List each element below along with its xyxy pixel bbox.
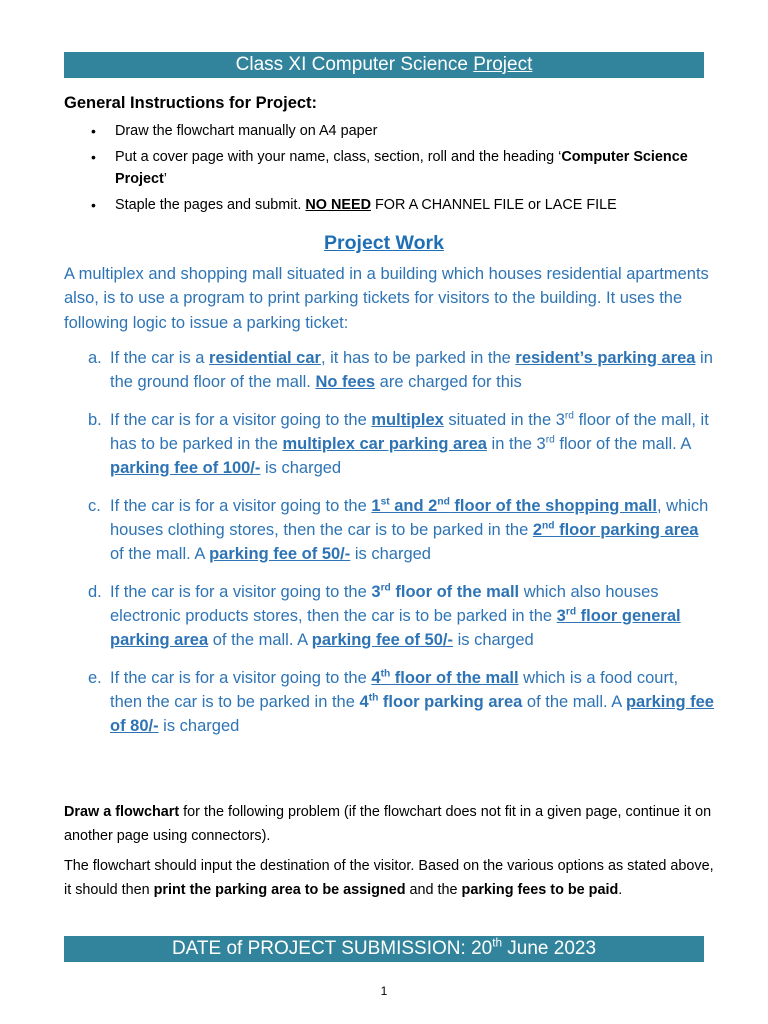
logic-item-d bbox=[64, 580, 714, 652]
item-bold-part: floor of the shopping mall bbox=[449, 497, 657, 515]
logic-item-c bbox=[64, 494, 714, 566]
item-text: If the car is for a visitor going to the bbox=[110, 669, 372, 687]
superscript: rd bbox=[380, 582, 391, 594]
item-bold-part: floor of the mall bbox=[390, 669, 519, 687]
item-bold: No fees bbox=[315, 373, 376, 391]
instruction-item bbox=[64, 194, 714, 216]
item-bold: parking fee of 80/- bbox=[110, 693, 714, 735]
instruction-bold: Draw a flowchart bbox=[64, 804, 180, 820]
project-work-heading: Project Work bbox=[324, 232, 444, 254]
item-bold bbox=[533, 521, 699, 539]
instructions-list bbox=[64, 120, 714, 220]
item-text: is charged bbox=[260, 459, 342, 477]
item-bold bbox=[360, 693, 523, 711]
instruction-text: Staple the pages and submit. bbox=[115, 197, 306, 213]
instruction-text: Draw the flowchart manually on A4 paper bbox=[115, 123, 378, 139]
item-bold-part: 2 bbox=[532, 521, 543, 539]
item-bold-part: 4 bbox=[359, 693, 369, 711]
title-banner bbox=[64, 52, 704, 78]
item-text: If the car is for a visitor going to the bbox=[110, 583, 372, 601]
item-bold-part: floor parking area bbox=[378, 693, 523, 711]
instruction-text: FOR A CHANNEL FILE or LACE FILE bbox=[370, 197, 617, 213]
item-text: is charged bbox=[350, 545, 431, 563]
item-text: which also houses electronic products stores, then the car is to be parked in the bbox=[110, 583, 659, 625]
instruction-text: and the bbox=[405, 882, 462, 898]
item-bold: resident’s parking area bbox=[515, 349, 696, 367]
item-letter: b. bbox=[88, 411, 102, 429]
item-text: floor of the mall. A bbox=[554, 435, 691, 453]
item-text: which is a food court, then the car is to be parked in the bbox=[110, 669, 679, 711]
page-number: 1 bbox=[380, 984, 388, 998]
instruction-text: ’ bbox=[163, 171, 167, 187]
title-text: Class XI Computer Science bbox=[235, 54, 474, 75]
instruction-item bbox=[64, 146, 714, 190]
item-text: in the 3 bbox=[486, 435, 546, 453]
superscript: st bbox=[380, 496, 390, 508]
instruction-bold: NO NEED bbox=[305, 197, 371, 213]
item-text: of the mall. A bbox=[110, 545, 210, 563]
instruction-bold: Computer Science Project bbox=[115, 149, 688, 187]
instruction-text: Put a cover page with your name, class, section, roll and the heading ‘ bbox=[115, 149, 562, 165]
item-letter: c. bbox=[88, 497, 101, 515]
superscript: nd bbox=[542, 520, 555, 532]
item-bold bbox=[371, 497, 657, 515]
flowchart-requirements bbox=[64, 854, 714, 902]
logic-item-b bbox=[64, 408, 714, 480]
item-text: of the mall. A bbox=[522, 693, 626, 711]
flowchart-instruction bbox=[64, 800, 714, 848]
item-bold-part: 3 bbox=[556, 607, 566, 625]
project-intro: A multiplex and shopping mall situated in a building which houses residential apartments also, is to use a program to print parking tickets for visitors to the building. It uses the following logic to issue a parking ticket: bbox=[64, 265, 709, 332]
item-text: floor of the mall, it has to be parked in the bbox=[110, 411, 709, 453]
instruction-text: . bbox=[618, 882, 623, 898]
item-bold: parking fee of 100/- bbox=[110, 459, 261, 477]
item-text: If the car is a bbox=[110, 349, 210, 367]
item-bold: multiplex bbox=[371, 411, 444, 429]
item-bold: parking fee of 50/- bbox=[311, 631, 453, 649]
item-bold-part: and 2 bbox=[389, 497, 438, 515]
item-bold: residential car bbox=[209, 349, 321, 367]
item-letter: d. bbox=[88, 583, 102, 601]
general-instructions-heading: General Instructions for Project: bbox=[64, 94, 318, 112]
item-text: is charged bbox=[452, 631, 534, 649]
title-underlined: Project bbox=[473, 54, 533, 75]
item-text: in the ground floor of the mall. bbox=[110, 349, 713, 391]
item-text: If the car is for a visitor going to the bbox=[110, 497, 372, 515]
superscript: th bbox=[380, 668, 391, 680]
instruction-bold: parking fees to be paid bbox=[461, 882, 619, 898]
instruction-item bbox=[64, 120, 714, 142]
item-bold bbox=[371, 583, 519, 601]
superscript: rd bbox=[564, 410, 574, 422]
submission-date-banner bbox=[64, 936, 704, 962]
item-bold-part: 4 bbox=[371, 669, 381, 687]
date-text: DATE of PROJECT SUBMISSION: 20 bbox=[171, 938, 493, 959]
superscript: th bbox=[368, 692, 379, 704]
logic-item-e bbox=[64, 666, 714, 738]
item-text: is charged bbox=[158, 717, 240, 735]
item-bold-part: floor of the mall bbox=[390, 583, 520, 601]
item-text: of the mall. A bbox=[208, 631, 312, 649]
instruction-text: for the following problem (if the flowchart does not fit in a given page, continue it on another page using connectors). bbox=[64, 804, 712, 844]
item-bold-part: floor general parking area bbox=[110, 607, 681, 649]
logic-item-a bbox=[64, 346, 714, 394]
instruction-bold: print the parking area to be assigned bbox=[153, 882, 406, 898]
item-text: , which houses clothing stores, then the car is to be parked in the bbox=[110, 497, 709, 539]
item-bold: parking fee of 50/- bbox=[209, 545, 351, 563]
instruction-text: The flowchart should input the destination of the visitor. Based on the various options as stated above, it should then bbox=[64, 858, 714, 898]
superscript: rd bbox=[545, 434, 555, 446]
item-bold-part: 3 bbox=[371, 583, 381, 601]
item-text: If the car is for a visitor going to the bbox=[110, 411, 372, 429]
item-bold: multiplex car parking area bbox=[282, 435, 487, 453]
date-text: June 2023 bbox=[502, 938, 597, 959]
superscript: rd bbox=[565, 606, 577, 618]
item-bold-part: floor parking area bbox=[554, 521, 699, 539]
item-text: , it has to be parked in the bbox=[320, 349, 516, 367]
item-bold bbox=[371, 669, 518, 687]
item-text: are charged for this bbox=[375, 373, 522, 391]
superscript: nd bbox=[437, 496, 450, 508]
superscript: th bbox=[492, 936, 503, 950]
item-letter: e. bbox=[88, 669, 102, 687]
item-text: situated in the 3 bbox=[443, 411, 565, 429]
item-bold-part: 1 bbox=[371, 497, 381, 515]
logic-list bbox=[64, 346, 714, 752]
item-letter: a. bbox=[88, 349, 102, 367]
